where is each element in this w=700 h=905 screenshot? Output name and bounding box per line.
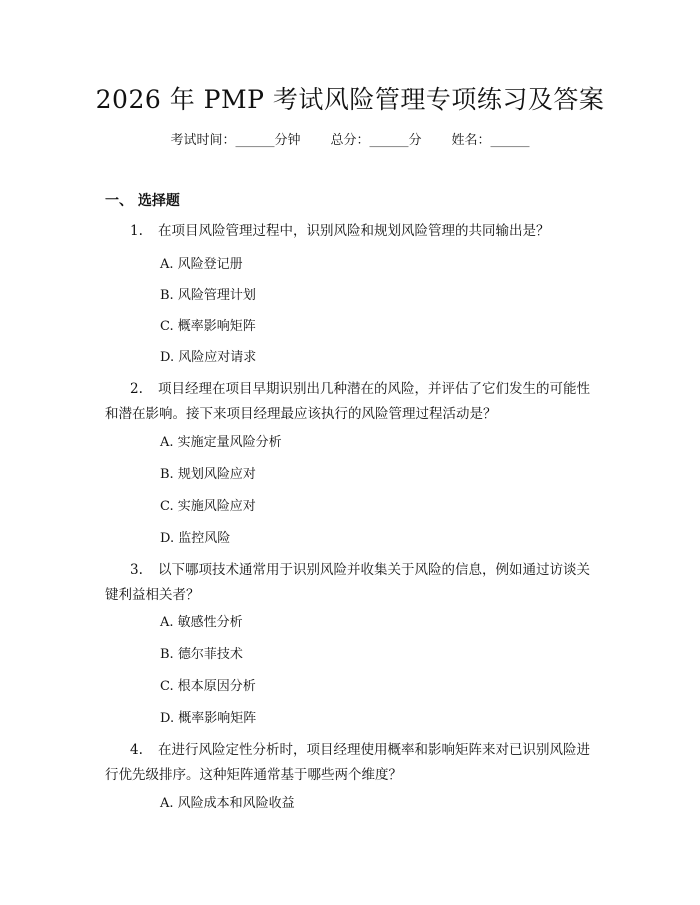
option-1a: A. 风险登记册 — [160, 257, 243, 272]
option-1c: C. 概率影响矩阵 — [160, 319, 256, 334]
question-3 — [105, 558, 595, 608]
option-1b: B. 风险管理计划 — [160, 288, 256, 303]
question-text: 在项目风险管理过程中，识别风险和规划风险管理的共同输出是？ — [158, 223, 550, 239]
option-3c: C. 根本原因分析 — [160, 679, 256, 694]
question-number: 1. — [130, 223, 143, 239]
option-3a: A. 敏感性分析 — [160, 615, 243, 630]
option-3d: D. 概率影响矩阵 — [160, 711, 257, 726]
question-1 — [105, 219, 595, 244]
question-number: 4. — [130, 742, 143, 758]
option-2b: B. 规划风险应对 — [160, 467, 256, 482]
option-2a: A. 实施定量风险分析 — [160, 435, 282, 450]
exam-meta — [0, 132, 700, 150]
option-2d: D. 监控风险 — [160, 531, 231, 546]
question-text: 以下哪项技术通常用于识别风险并收集关于风险的信息，例如通过访谈关键利益相关者？ — [105, 562, 590, 603]
exam-name: 姓名：______ — [451, 133, 530, 148]
question-4 — [105, 738, 595, 788]
exam-time: 考试时间：______分钟 — [170, 133, 301, 148]
option-1d: D. 风险应对请求 — [160, 350, 257, 365]
option-2c: C. 实施风险应对 — [160, 499, 256, 514]
option-3b: B. 德尔菲技术 — [160, 647, 243, 662]
option-4a: A. 风险成本和风险收益 — [160, 796, 295, 811]
question-text: 项目经理在项目早期识别出几种潜在的风险，并评估了它们发生的可能性和潜在影响。接下来项目经理最应该执行的风险管理过程活动是？ — [105, 381, 590, 422]
question-text: 在进行风险定性分析时，项目经理使用概率和影响矩阵来对已识别风险进行优先级排序。这种矩阵通常基于哪些两个维度？ — [105, 742, 590, 783]
question-number: 2. — [130, 381, 143, 397]
question-2 — [105, 377, 595, 427]
exam-score: 总分：______分 — [330, 133, 422, 148]
section-title: 一、 选择题 — [105, 193, 180, 209]
question-number: 3. — [130, 562, 143, 578]
document-title: 2026 年 PMP 考试风险管理专项练习及答案 — [95, 85, 605, 114]
